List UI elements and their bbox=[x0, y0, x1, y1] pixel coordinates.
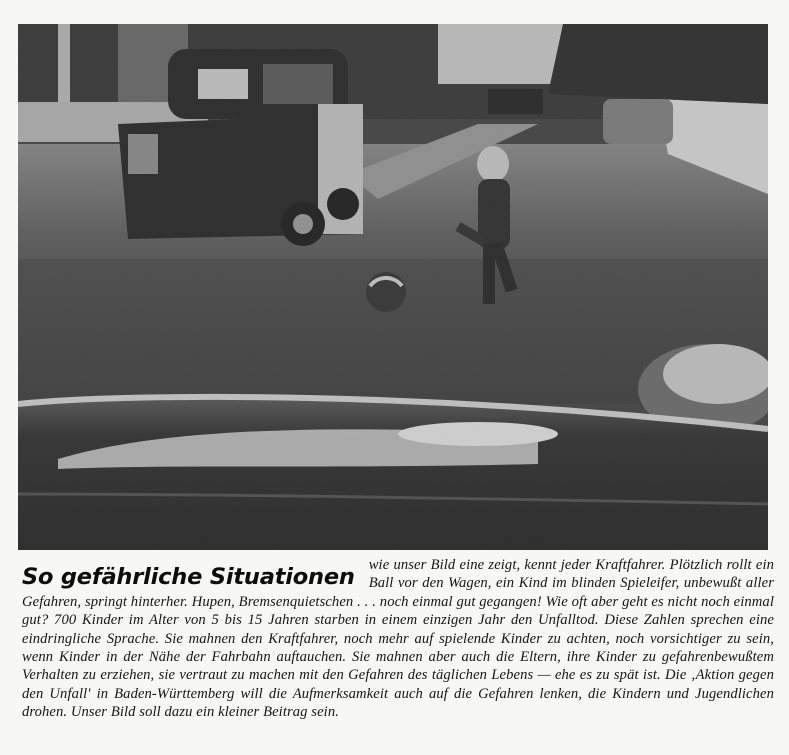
news-photo bbox=[18, 24, 768, 550]
article-body: wie unser Bild eine zeigt, kennt jeder Kraftfahrer. Plötzlich rollt ein Ball vor den Wagen, ein Kind im blinden Spieleifer, unbewußt aller Gefahren, springt hinterher. Hupen, Bremsenquietschen . . . noch einmal gut gegangen! Wie oft aber geht es nicht noch einmal gut? 700 Kinder im Alter von 5 bis 15 Jahren starben in einem einzigen Jahr den Unfalltod. Diese Zahlen sprechen eine eindringliche Sprache. Sie mahnen den Kraftfahrer, noch mehr auf spielende Kinder zu achten, noch vorsichtiger zu sein, wenn Kinder in der Nähe der Fahrbahn auftauchen. Sie mahnen aber auch die Eltern, ihre Kinder zu gefahrenbewußtem Verhalten zu erziehen, sie vertraut zu machen mit den Gefahren des täglichen Lebens — ehe es zu spät ist. Die ‚Aktion gegen den Unfall' in Baden-Württemberg will die Aufmerksamkeit auch auf die Gefahren lenken, die Kindern und Jugendlichen drohen. Unser Bild soll dazu ein kleiner Beitrag sein. bbox=[22, 557, 774, 721]
photo-caption bbox=[22, 556, 774, 722]
article-headline: So gefährliche Situationen bbox=[22, 564, 355, 590]
